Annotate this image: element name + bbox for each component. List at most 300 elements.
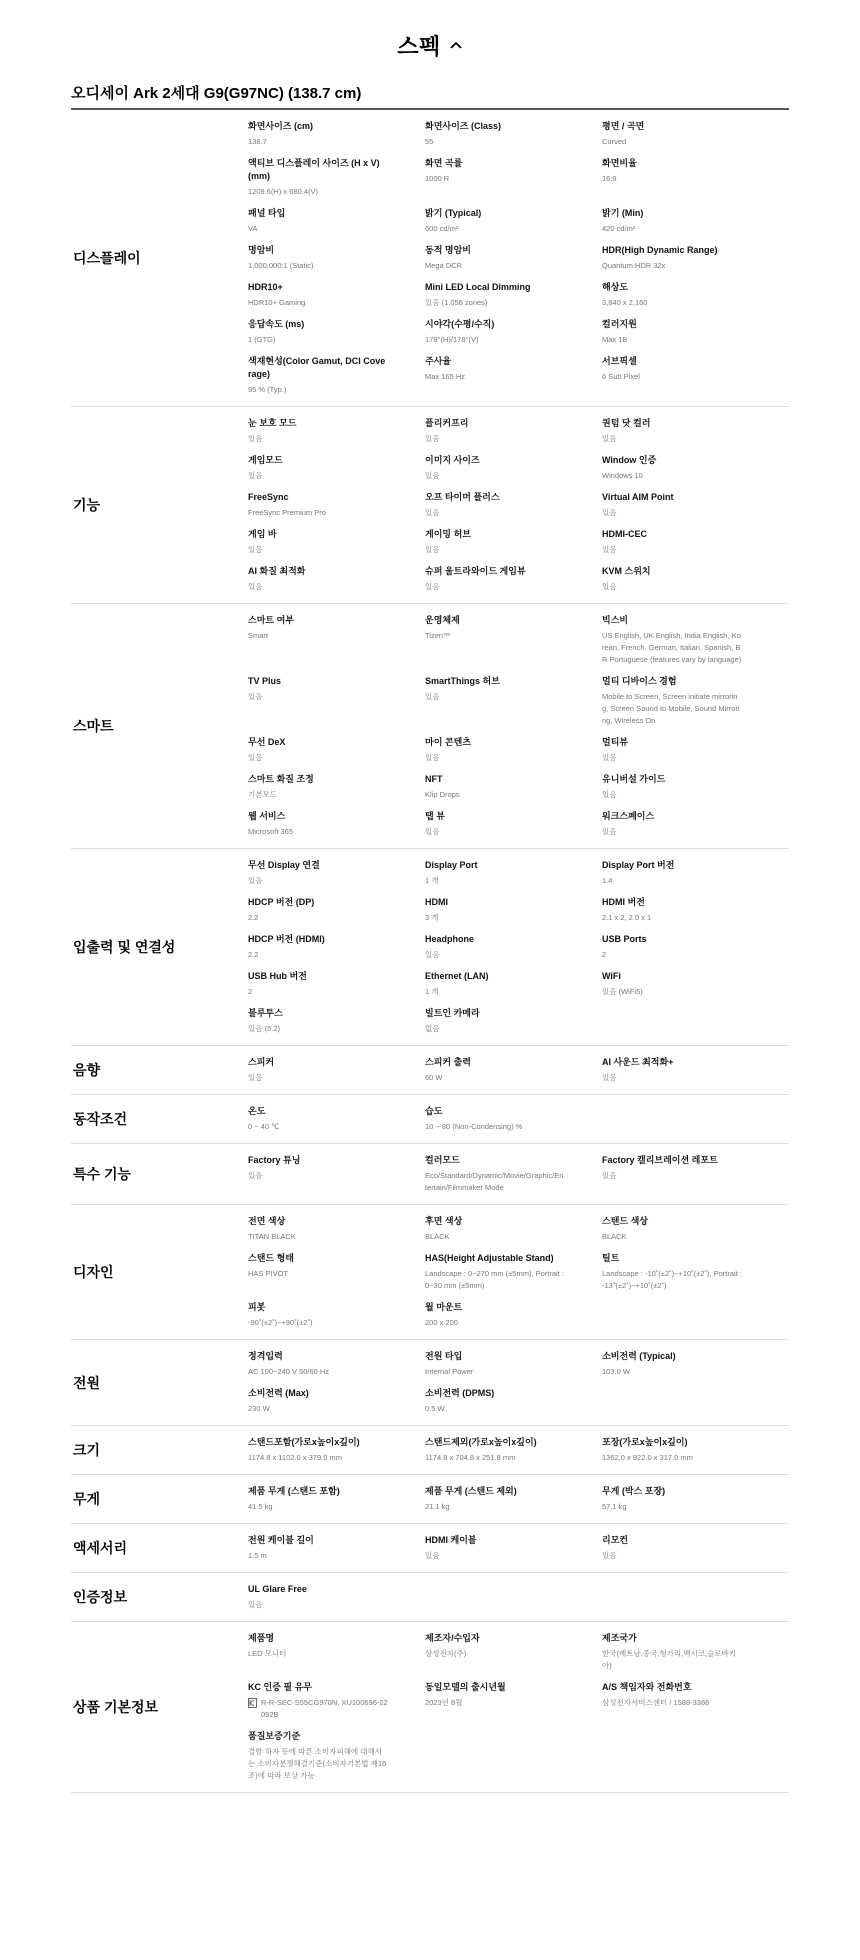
spec-label: Display Port xyxy=(425,860,478,870)
spec-value: 16:9 xyxy=(602,174,617,183)
spec-label: 빅스비 xyxy=(602,615,629,625)
spec-value: 있음 xyxy=(425,582,440,591)
spec-label: 온도 xyxy=(248,1106,266,1116)
spec-value-wrapper xyxy=(248,1697,388,1721)
spec-grid xyxy=(248,1056,789,1084)
kc-mark-icon xyxy=(248,1698,257,1708)
spec-value: 있음 xyxy=(425,1551,440,1560)
spec-value: AC 100~240 V 50/60 Hz xyxy=(248,1367,330,1376)
spec-label: SmartThings 허브 xyxy=(425,676,500,686)
spec-value: 95 % (Typ.) xyxy=(248,385,287,394)
spec-label: 멀티 디바이스 경험 xyxy=(602,676,677,686)
spec-label: Display Port 버전 xyxy=(602,860,675,870)
spec-item xyxy=(248,675,388,727)
spec-label: 퀀텀 닷 컬러 xyxy=(602,418,651,428)
spec-label: 전원 타입 xyxy=(425,1351,463,1361)
spec-label: Mini LED Local Dimming xyxy=(425,282,531,292)
spec-value: 600 cd/m² xyxy=(425,224,459,233)
spec-value: 있음 xyxy=(602,1551,617,1560)
spec-item xyxy=(602,355,742,396)
spec-value: 있음 xyxy=(248,582,263,591)
spec-item xyxy=(248,1007,388,1035)
spec-value: 138.7 xyxy=(248,137,267,146)
spec-section xyxy=(71,604,789,849)
spec-value: 있음 xyxy=(248,1600,263,1609)
spec-value: 있음 xyxy=(248,545,263,554)
spec-value: 있음 xyxy=(602,790,617,799)
spec-label: Factory 캘리브레이션 레포트 xyxy=(602,1155,718,1165)
spec-label: HDCP 버전 (HDMI) xyxy=(248,934,325,944)
spec-label: 화면 곡률 xyxy=(425,158,463,168)
spec-value: Tizen™ xyxy=(425,631,451,640)
spec-grid xyxy=(248,417,789,593)
spec-label: 스탠드 형태 xyxy=(248,1253,294,1263)
spec-label: 화면사이즈 (Class) xyxy=(425,121,501,131)
spec-item xyxy=(425,281,565,309)
spec-value: TITAN BLACK xyxy=(248,1232,296,1241)
spec-value: Windows 10 xyxy=(602,471,643,480)
spec-label: 멀티뷰 xyxy=(602,737,629,747)
spec-label: 전원 케이블 길이 xyxy=(248,1535,314,1545)
spec-item xyxy=(602,120,742,148)
section-title: 디스플레이 xyxy=(73,250,141,266)
spec-value: 있음 xyxy=(602,1171,617,1180)
spec-value: Internal Power xyxy=(425,1367,474,1376)
spec-item xyxy=(602,244,742,272)
spec-item xyxy=(602,675,742,727)
spec-item xyxy=(602,614,742,666)
spec-grid xyxy=(248,859,789,1035)
spec-label: 품질보증기준 xyxy=(248,1731,301,1741)
spec-value: 0.5 W xyxy=(425,1404,445,1413)
spec-item xyxy=(248,773,388,801)
spec-label: FreeSync xyxy=(248,492,289,502)
spec-value: 있음 xyxy=(248,434,263,443)
spec-label: 틸트 xyxy=(602,1253,620,1263)
spec-grid xyxy=(248,1105,789,1133)
spec-item xyxy=(425,157,565,198)
spec-item xyxy=(248,810,388,838)
spec-value: 있음 xyxy=(425,545,440,554)
spec-item xyxy=(425,1105,565,1133)
spec-label: 제품 무게 (스탠드 제외) xyxy=(425,1486,517,1496)
spec-item xyxy=(425,1301,565,1329)
product-name: 오디세이 Ark 2세대 G9(G97NC) (138.7 cm) xyxy=(71,82,789,110)
spec-item xyxy=(425,1252,565,1292)
spec-label: 눈 보호 모드 xyxy=(248,418,297,428)
section-title: 인증정보 xyxy=(73,1589,128,1605)
spec-item xyxy=(248,355,388,396)
spec-value: 있음 (5.2) xyxy=(248,1024,280,1033)
spec-value: Eco/Standard/Dynamic/Movie/Graphic/Entertain/Filmmaker Mode xyxy=(425,1171,564,1192)
spec-value: R-R-SEC-S55CG970N, XU100696-22092B xyxy=(261,1698,388,1719)
spec-label: 빌트인 카메라 xyxy=(425,1008,480,1018)
spec-label: 색재현성(Color Gamut, DCI Coverage) xyxy=(248,356,386,379)
spec-value: 있음 xyxy=(602,753,617,762)
spec-item xyxy=(425,244,565,272)
spec-value: 삼성전자(주) xyxy=(425,1649,467,1658)
spec-item xyxy=(425,454,565,482)
spec-item xyxy=(425,1056,565,1084)
spec-label: 후면 색상 xyxy=(425,1216,463,1226)
spec-item xyxy=(602,528,742,556)
spec-label: 화면비율 xyxy=(602,158,637,168)
spec-item xyxy=(425,859,565,887)
spec-label: 패널 타입 xyxy=(248,208,286,218)
spec-label: 웹 서비스 xyxy=(248,811,286,821)
spec-value: 있음 xyxy=(602,434,617,443)
spec-value: 55 xyxy=(425,137,434,146)
spec-item xyxy=(602,157,742,198)
spec-value: 기본모드 xyxy=(248,790,277,799)
spec-item xyxy=(248,120,388,148)
spec-item xyxy=(425,120,565,148)
spec-section xyxy=(71,1622,789,1793)
spec-section xyxy=(71,1144,789,1205)
spec-label: 컬러지원 xyxy=(602,319,637,329)
spec-item xyxy=(602,491,742,519)
spec-label: 무선 Display 연결 xyxy=(248,860,320,870)
spec-value: 200 x 200 xyxy=(425,1318,458,1327)
spec-value: 2.1 x 2, 2.0 x 1 xyxy=(602,913,652,922)
spec-section xyxy=(71,1475,789,1524)
spec-section xyxy=(71,1340,789,1426)
spec-label: 블루투스 xyxy=(248,1008,283,1018)
spec-value: 1 개 xyxy=(425,987,439,996)
spec-value: 1362.0 x 922.0 x 317.0 mm xyxy=(602,1453,693,1462)
spec-value: 있음 xyxy=(425,434,440,443)
spec-label: 소비전력 (Max) xyxy=(248,1388,309,1398)
spec-label: 월 마운트 xyxy=(425,1302,463,1312)
spec-value: 있음 xyxy=(602,582,617,591)
spec-value: 10 ~ 80 (Non-Condensing) % xyxy=(425,1122,523,1131)
spec-value: VA xyxy=(248,224,258,233)
spec-grid xyxy=(248,120,789,396)
section-title: 특수 기능 xyxy=(73,1166,131,1182)
section-title: 크기 xyxy=(73,1442,101,1458)
spec-value: 2.2 xyxy=(248,913,259,922)
spec-label: KC 인증 필 유무 xyxy=(248,1682,312,1692)
spec-label: WiFi xyxy=(602,971,621,981)
spec-label: 동적 명암비 xyxy=(425,245,471,255)
spec-item xyxy=(602,1632,742,1672)
spec-value: 1174.8 x 1102.0 x 379.0 mm xyxy=(248,1453,342,1462)
spec-label: 게임모드 xyxy=(248,455,283,465)
spec-label: 소비전력 (Typical) xyxy=(602,1351,676,1361)
spec-value: 2 xyxy=(248,987,253,996)
spec-sections xyxy=(71,110,789,1793)
spec-section xyxy=(71,1046,789,1095)
spec-section xyxy=(71,1573,789,1622)
spec-item xyxy=(248,528,388,556)
spec-item xyxy=(425,565,565,593)
spec-item xyxy=(248,1215,388,1243)
spec-item xyxy=(248,565,388,593)
spec-value: 있음 xyxy=(248,876,263,885)
spec-value: 1 (GTG) xyxy=(248,335,276,344)
spec-item xyxy=(425,355,565,396)
spec-value: 없음 xyxy=(425,1024,440,1033)
spec-item xyxy=(248,318,388,346)
spec-value: Mega DCR xyxy=(425,261,463,270)
spec-label: 제품 무게 (스탠드 포함) xyxy=(248,1486,340,1496)
spec-label: 게임 바 xyxy=(248,529,277,539)
spec-item xyxy=(248,614,388,666)
spec-item xyxy=(602,565,742,593)
spec-value: 있음 xyxy=(602,827,617,836)
spec-value: 있음 xyxy=(248,753,263,762)
spec-value: 있음 (1,056 zones) xyxy=(425,298,488,307)
spec-item xyxy=(425,491,565,519)
spec-label: HDMI xyxy=(425,897,448,907)
spec-item xyxy=(425,896,565,924)
spec-value: 있음 xyxy=(248,692,263,701)
spec-value: 0 ~ 40 ℃ xyxy=(248,1122,280,1131)
spec-item xyxy=(248,1485,388,1513)
spec-label: HDR10+ xyxy=(248,282,283,292)
spec-label: 시야각(수평/수직) xyxy=(425,319,495,329)
spec-item xyxy=(248,207,388,235)
spec-label: 동일모델의 출시년월 xyxy=(425,1682,506,1692)
spec-value: 결함·하자 등에 따른 소비자피해에 대해서는 소비자분쟁해결기준(소비자기본법 제16조)에 따라 보상 가능 xyxy=(248,1747,387,1780)
spec-label: 제품명 xyxy=(248,1633,275,1643)
spec-item xyxy=(248,491,388,519)
spec-label: 제조자/수입자 xyxy=(425,1633,480,1643)
section-title: 스마트 xyxy=(73,718,114,734)
spec-section xyxy=(71,849,789,1046)
spec-value: 1209.6(H) x 680.4(V) xyxy=(248,187,319,196)
spec-label: 컬러모드 xyxy=(425,1155,460,1165)
spec-title: 스펙 xyxy=(397,33,441,59)
spec-section xyxy=(71,1205,789,1340)
chevron-up-icon[interactable] xyxy=(449,38,463,52)
spec-item xyxy=(425,528,565,556)
spec-item xyxy=(425,318,565,346)
spec-label: 주사율 xyxy=(425,356,452,366)
spec-value: 있음 xyxy=(248,1171,263,1180)
spec-section xyxy=(71,1095,789,1144)
spec-item xyxy=(425,810,565,838)
spec-item xyxy=(248,1154,388,1194)
spec-item xyxy=(248,736,388,764)
spec-value: Max 1B xyxy=(602,335,628,344)
spec-header[interactable] xyxy=(0,0,860,82)
spec-item xyxy=(248,1632,388,1672)
spec-label: HDMI-CEC xyxy=(602,529,647,539)
spec-item xyxy=(425,1387,565,1415)
spec-item xyxy=(602,417,742,445)
spec-value: 있음 xyxy=(425,692,440,701)
spec-value: 41.5 kg xyxy=(248,1502,273,1511)
section-title: 동작조건 xyxy=(73,1111,128,1127)
spec-value: FreeSync Premium Pro xyxy=(248,508,326,517)
spec-value: Landscape : -10˚(±2˚)~+10˚(±2˚), Portrait : -13˚(±2˚)~+10˚(±2˚) xyxy=(602,1269,742,1290)
spec-value: 있음 xyxy=(425,753,440,762)
spec-item xyxy=(248,1583,388,1611)
spec-item xyxy=(425,417,565,445)
spec-item xyxy=(248,933,388,961)
spec-grid xyxy=(248,1154,789,1194)
spec-value: 3,840 x 2,160 xyxy=(602,298,648,307)
spec-value: 178°(H)/178°(V) xyxy=(425,335,479,344)
spec-label: 피봇 xyxy=(248,1302,266,1312)
spec-value: 103.0 W xyxy=(602,1367,630,1376)
spec-value: Max 165 Hz xyxy=(425,372,466,381)
spec-value: LED 모니터 xyxy=(248,1649,287,1658)
spec-item xyxy=(248,1252,388,1292)
spec-item xyxy=(425,773,565,801)
spec-label: USB Ports xyxy=(602,934,647,944)
spec-label: 습도 xyxy=(425,1106,443,1116)
spec-item xyxy=(425,675,565,727)
spec-value: 1,000,000:1 (Static) xyxy=(248,261,314,270)
spec-grid xyxy=(248,1534,789,1562)
spec-value: 있음 xyxy=(425,471,440,480)
spec-label: 소비전력 (DPMS) xyxy=(425,1388,495,1398)
spec-label: UL Glare Free xyxy=(248,1584,307,1594)
spec-label: 액티브 디스플레이 사이즈 (H x V) (mm) xyxy=(248,158,380,181)
spec-item xyxy=(602,1056,742,1084)
spec-value: 1.4 xyxy=(602,876,613,885)
spec-value: 있음 xyxy=(425,508,440,517)
spec-label: 워크스페이스 xyxy=(602,811,655,821)
spec-value: 있음 xyxy=(248,1073,263,1082)
spec-grid xyxy=(248,614,789,838)
spec-item xyxy=(248,1681,388,1721)
spec-value: 2.2 xyxy=(248,950,259,959)
spec-label: 평면 / 곡면 xyxy=(602,121,645,131)
spec-value: BLACK xyxy=(425,1232,450,1241)
spec-section xyxy=(71,407,789,604)
spec-label: HDCP 버전 (DP) xyxy=(248,897,315,907)
spec-item xyxy=(425,1007,565,1035)
spec-item xyxy=(602,1154,742,1194)
spec-label: Window 인증 xyxy=(602,455,657,465)
spec-label: 마이 콘텐츠 xyxy=(425,737,471,747)
spec-item xyxy=(602,773,742,801)
spec-value: 있음 xyxy=(425,950,440,959)
spec-value: 3 개 xyxy=(425,913,439,922)
spec-value: 21.1 kg xyxy=(425,1502,450,1511)
spec-item xyxy=(248,1301,388,1329)
spec-label: 탭 뷰 xyxy=(425,811,445,821)
spec-item xyxy=(602,1534,742,1562)
spec-label: A/S 책임자와 전화번호 xyxy=(602,1682,692,1692)
spec-label: 스피커 xyxy=(248,1057,275,1067)
spec-label: 플리커프리 xyxy=(425,418,469,428)
spec-label: 게이밍 허브 xyxy=(425,529,471,539)
spec-item xyxy=(602,1436,742,1464)
spec-item xyxy=(602,1252,742,1292)
spec-item xyxy=(248,1350,388,1378)
spec-value: Microsoft 365 xyxy=(248,827,294,836)
spec-item xyxy=(248,970,388,998)
spec-item xyxy=(425,207,565,235)
spec-value: 있음 xyxy=(602,1073,617,1082)
spec-item xyxy=(602,454,742,482)
spec-label: Headphone xyxy=(425,934,475,944)
spec-grid xyxy=(248,1583,789,1611)
spec-label: HDMI 케이블 xyxy=(425,1535,477,1545)
spec-value: HAS PIVOT xyxy=(248,1269,289,1278)
spec-item xyxy=(425,1632,565,1672)
spec-label: 무게 (박스 포장) xyxy=(602,1486,666,1496)
spec-item xyxy=(425,1350,565,1378)
section-title: 액세서리 xyxy=(73,1540,128,1556)
spec-grid xyxy=(248,1350,789,1415)
spec-value: 1.5 m xyxy=(248,1551,267,1560)
spec-value: -90˚(±2˚)~+90˚(±2˚) xyxy=(248,1318,313,1327)
spec-label: HAS(Height Adjustable Stand) xyxy=(425,1253,554,1263)
spec-label: 응답속도 (ms) xyxy=(248,319,305,329)
spec-item xyxy=(602,1681,742,1721)
spec-label: AI 화질 최적화 xyxy=(248,566,306,576)
spec-label: 오프 타이머 플러스 xyxy=(425,492,500,502)
spec-label: HDMI 버전 xyxy=(602,897,645,907)
spec-label: Virtual AIM Point xyxy=(602,492,674,502)
spec-label: HDR(High Dynamic Range) xyxy=(602,245,718,255)
spec-value: 있음 (WiFi5) xyxy=(602,987,643,996)
spec-item xyxy=(602,1350,742,1378)
spec-label: 이미지 사이즈 xyxy=(425,455,480,465)
spec-item xyxy=(425,1681,565,1721)
spec-item xyxy=(602,736,742,764)
spec-item xyxy=(248,281,388,309)
spec-value: HDR10+ Gaming xyxy=(248,298,306,307)
spec-value: 57.1 kg xyxy=(602,1502,627,1511)
spec-value: 삼성전자서비스센터 / 1588-3366 xyxy=(602,1698,710,1707)
spec-item xyxy=(248,1534,388,1562)
section-title: 기능 xyxy=(73,497,101,513)
spec-grid xyxy=(248,1632,789,1782)
section-title: 전원 xyxy=(73,1374,101,1391)
spec-label: 전면 색상 xyxy=(248,1216,286,1226)
spec-item xyxy=(425,1215,565,1243)
spec-item xyxy=(602,1485,742,1513)
section-title: 음향 xyxy=(73,1062,101,1078)
spec-label: NFT xyxy=(425,774,443,784)
spec-label: 해상도 xyxy=(602,282,629,292)
spec-item xyxy=(425,1436,565,1464)
spec-item xyxy=(602,810,742,838)
spec-section xyxy=(71,1426,789,1475)
spec-item xyxy=(248,896,388,924)
spec-label: 스마트 화질 조정 xyxy=(248,774,314,784)
section-title: 상품 기본정보 xyxy=(73,1699,159,1715)
spec-value: Mobile to Screen, Screen initiate mirroring, Screen Sound to Mobile, Sound Mirroring, Wireless On xyxy=(602,692,740,725)
spec-item xyxy=(425,933,565,961)
spec-value: 1000 R xyxy=(425,174,450,183)
spec-value: 1 개 xyxy=(425,876,439,885)
spec-item xyxy=(425,614,565,666)
spec-label: TV Plus xyxy=(248,676,282,686)
spec-value: 2023년 8월 xyxy=(425,1698,463,1707)
spec-label: 포장(가로x높이x깊이) xyxy=(602,1437,688,1447)
spec-grid xyxy=(248,1436,789,1464)
spec-item xyxy=(425,970,565,998)
spec-label: AI 사운드 최적화+ xyxy=(602,1057,674,1067)
spec-item xyxy=(248,1730,388,1782)
spec-label: 스탠드 색상 xyxy=(602,1216,648,1226)
spec-section xyxy=(71,1524,789,1573)
spec-item xyxy=(425,736,565,764)
kc-row xyxy=(248,1697,388,1721)
spec-item xyxy=(602,318,742,346)
spec-label: 운영체제 xyxy=(425,615,460,625)
spec-value: 있음 xyxy=(248,471,263,480)
spec-label: Factory 튜닝 xyxy=(248,1155,301,1165)
spec-label: 스탠드제외(가로x높이x깊이) xyxy=(425,1437,537,1447)
